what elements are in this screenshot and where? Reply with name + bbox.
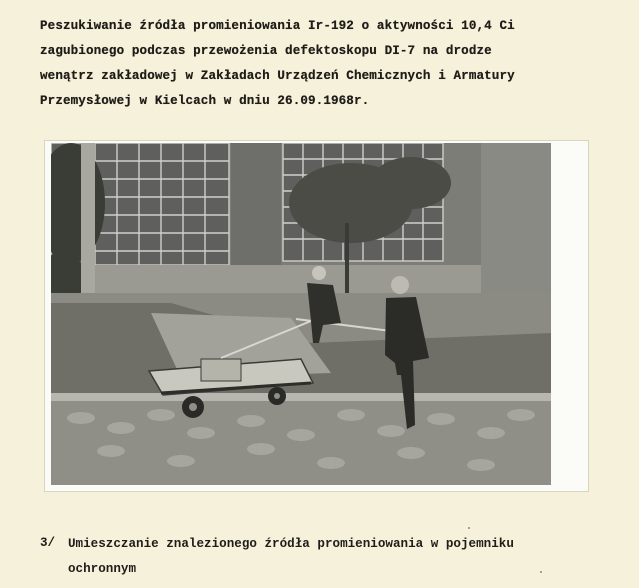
caption-number: 3/ <box>40 536 56 550</box>
caption-text: Umieszczanie znalezionego źródła promieniowania w pojemniku ochronnym <box>68 537 514 576</box>
archival-photograph <box>51 143 551 485</box>
paper-speck <box>468 527 470 529</box>
photograph-scene <box>51 143 551 485</box>
document-heading: Peszukiwanie źródła promieniowania Ir-192 o aktywności 10,4 Ci zagubionego podczas przewożenia defektoskopu DI-7 na drodze wenątrz zakładowej w Zakładach Urządzeń Chemicznych i Armatury Przemysłowej w Kielcach w dniu 26.09.1968r. <box>40 19 515 108</box>
paper-speck <box>540 571 542 573</box>
